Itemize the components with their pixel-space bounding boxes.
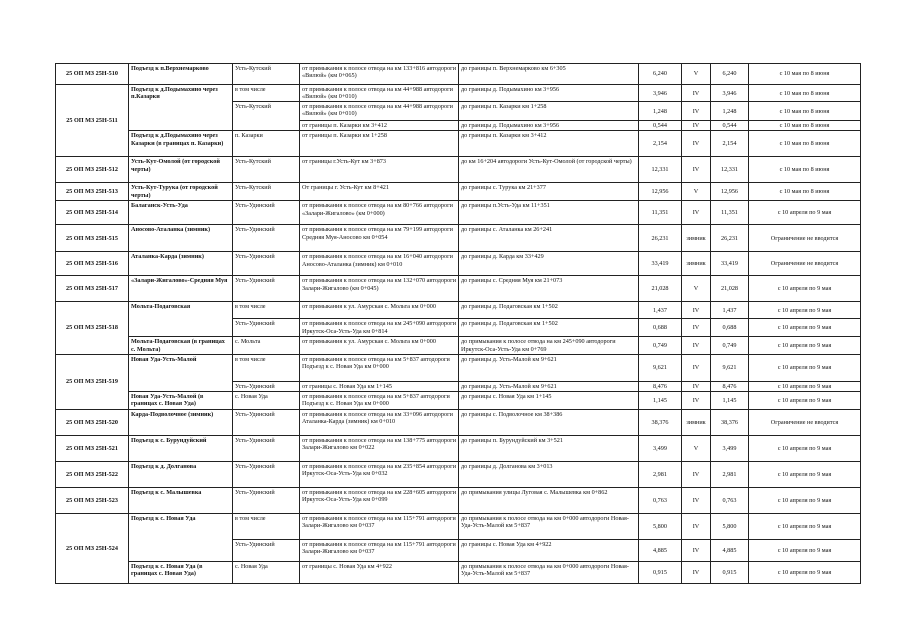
- cell-code: 25 ОП МЗ 25Н-515: [56, 225, 129, 252]
- cell-num: 0,544: [639, 121, 682, 131]
- cell-to: до границы д. Долганова км 3+013: [459, 461, 639, 487]
- cell-code: 25 ОП МЗ 25Н-524: [56, 513, 129, 583]
- cell-period: с 10 мая по 8 июня: [749, 102, 861, 121]
- cell-cat: IV: [682, 131, 711, 157]
- cell-name: Аносово-Аталанка (зимник): [129, 225, 233, 252]
- cell-cat: IV: [682, 561, 711, 583]
- cell-num: 1,437: [639, 302, 682, 319]
- cell-name: Мольта-Подаговская: [129, 302, 233, 337]
- cell-district: Усть-Кутский: [233, 102, 300, 131]
- cell-len2: 2,154: [711, 131, 749, 157]
- cell-len2: 5,800: [711, 513, 749, 539]
- cell-to: до границы д. Подаговская км 1+502: [459, 302, 639, 319]
- cell-district: Усть-Удинский: [233, 201, 300, 225]
- table-row: [56, 183, 861, 201]
- table-row: [56, 302, 861, 319]
- cell-name: Подъезд к д.Подымахино через Казарки (в границах п. Казарки): [129, 131, 233, 157]
- cell-len2: 11,351: [711, 201, 749, 225]
- cell-to: до границы д. Подымахино км 3+956: [459, 85, 639, 102]
- cell-period: с 10 апреля по 9 мая: [749, 487, 861, 513]
- cell-district: с. Новая Уда: [233, 391, 300, 409]
- cell-len2: 0,763: [711, 487, 749, 513]
- cell-to: до границы д. Карда км 33+429: [459, 252, 639, 276]
- cell-from: от примыкания к полосе отвода на км 245+090 автодороги Иркутск-Оса-Усть-Уда км 0+814: [300, 319, 459, 337]
- cell-num: 0,763: [639, 487, 682, 513]
- cell-name: Усть-Кут-Турука (от городской черты): [129, 183, 233, 201]
- cell-cat: IV: [682, 391, 711, 409]
- road-restrictions-table: [55, 63, 861, 584]
- cell-name: «Залари-Жигалово»-Средняя Муя: [129, 276, 233, 302]
- cell-period: с 10 мая по 8 июня: [749, 157, 861, 183]
- cell-district: в том числе: [233, 354, 300, 381]
- cell-len2: 3,499: [711, 435, 749, 461]
- cell-len2: 0,749: [711, 337, 749, 354]
- cell-num: 3,499: [639, 435, 682, 461]
- table-row: [56, 201, 861, 225]
- cell-num: 9,621: [639, 354, 682, 381]
- cell-district: Усть-Кутский: [233, 64, 300, 85]
- cell-from: от границы с. Новая Уда км 1+145: [300, 381, 459, 391]
- cell-period: с 10 мая по 8 июня: [749, 85, 861, 102]
- cell-cat: V: [682, 435, 711, 461]
- table-body: [56, 64, 861, 584]
- cell-from: от примыкания к полосе отвода на км 228+605 автодороги Иркутск-Оса-Усть-Уда км 0+099: [300, 487, 459, 513]
- cell-district: в том числе: [233, 513, 300, 539]
- cell-period: с 10 апреля по 9 мая: [749, 354, 861, 381]
- table-row: [56, 131, 861, 157]
- cell-name: Подъезд к с. Бурундуйский: [129, 435, 233, 461]
- cell-from: от границы с. Новая Уда км 4+922: [300, 561, 459, 583]
- cell-num: 6,240: [639, 64, 682, 85]
- table-row: [56, 157, 861, 183]
- table-row: [56, 354, 861, 381]
- cell-num: 1,145: [639, 391, 682, 409]
- cell-to: до примыкания к полосе отвода на км 245+090 автодороги Иркутск-Оса-Усть-Уда км 0+769: [459, 337, 639, 354]
- table-row: [56, 461, 861, 487]
- cell-code: 25 ОП МЗ 25Н-521: [56, 435, 129, 461]
- cell-to: до границы п. Бурундуйский км 3+521: [459, 435, 639, 461]
- cell-code: 25 ОП МЗ 25Н-517: [56, 276, 129, 302]
- cell-period: с 10 мая по 8 июня: [749, 64, 861, 85]
- cell-period: с 10 мая по 8 июня: [749, 121, 861, 131]
- cell-period: с 10 апреля по 9 мая: [749, 539, 861, 561]
- cell-num: 2,981: [639, 461, 682, 487]
- cell-cat: IV: [682, 302, 711, 319]
- cell-name: Новая Уда-Усть-Малой (в границах с. Новая Уда): [129, 391, 233, 409]
- cell-to: до границы п. Верхнемарково км 6+305: [459, 64, 639, 85]
- cell-from: от примыкания к полосе отвода на км 33+096 автодороги Аталанка-Карда (зимник) км 0+010: [300, 409, 459, 435]
- cell-num: 33,419: [639, 252, 682, 276]
- cell-to: до примыкания к полосе отвода на км 0+000 автодороги Новая-Уда-Усть-Малой км 5+837: [459, 561, 639, 583]
- table-row: [56, 64, 861, 85]
- cell-name: Новая Уда-Усть-Малой: [129, 354, 233, 391]
- cell-from: от примыкания к полосе отвода на км 80+766 автодороги «Залари-Жигалово» (км 0+000): [300, 201, 459, 225]
- cell-code: 25 ОП МЗ 25Н-522: [56, 461, 129, 487]
- cell-district: Усть-Кутский: [233, 157, 300, 183]
- cell-to: до границы с. Новая Уда км 1+145: [459, 391, 639, 409]
- table-row: [56, 513, 861, 539]
- cell-cat: IV: [682, 381, 711, 391]
- cell-cat: IV: [682, 461, 711, 487]
- cell-len2: 9,621: [711, 354, 749, 381]
- cell-num: 0,749: [639, 337, 682, 354]
- cell-cat: зимник: [682, 252, 711, 276]
- cell-code: 25 ОП МЗ 25Н-523: [56, 487, 129, 513]
- cell-len2: 26,231: [711, 225, 749, 252]
- cell-to: до границы д. Подымахино км 3+956: [459, 121, 639, 131]
- cell-name: Аталанка-Карда (зимник): [129, 252, 233, 276]
- cell-period: с 10 апреля по 9 мая: [749, 391, 861, 409]
- cell-len2: 12,956: [711, 183, 749, 201]
- cell-from: от примыкания к полосе отвода на км 44+988 автодороги «Вилюй» (км 0+010): [300, 85, 459, 102]
- cell-cat: IV: [682, 487, 711, 513]
- cell-district: Усть-Удинский: [233, 381, 300, 391]
- cell-to: до границы д. Усть-Малой км 9+621: [459, 354, 639, 381]
- cell-cat: зимник: [682, 409, 711, 435]
- cell-district: Усть-Удинский: [233, 487, 300, 513]
- cell-name: Карда-Подволочное (зимник): [129, 409, 233, 435]
- cell-to: до границы с. Новая Уда км 4+922: [459, 539, 639, 561]
- cell-from: от примыкания к полосе отвода на км 16+040 автодороги Аносово-Аталанка (зимник) км 0+010: [300, 252, 459, 276]
- cell-to: до границы с. Подволочное км 38+386: [459, 409, 639, 435]
- cell-num: 0,688: [639, 319, 682, 337]
- cell-from: от примыкания к полосе отвода на км 115+791 автодороги Залари-Жигалово км 0+037: [300, 513, 459, 539]
- cell-district: Усть-Кутский: [233, 183, 300, 201]
- cell-cat: IV: [682, 201, 711, 225]
- cell-cat: V: [682, 276, 711, 302]
- cell-from: от границы г.Усть-Кут км 3+873: [300, 157, 459, 183]
- cell-len2: 33,419: [711, 252, 749, 276]
- cell-to: до примыкания улицы Луговая с. Малышевка км 0+862: [459, 487, 639, 513]
- cell-cat: IV: [682, 121, 711, 131]
- cell-district: Усть-Удинский: [233, 225, 300, 252]
- cell-from: от примыкания к полосе отвода на км 79+199 автодороги Средняя Муя-Аносово км 0+054: [300, 225, 459, 252]
- cell-code: 25 ОП МЗ 25Н-518: [56, 302, 129, 354]
- cell-code: 25 ОП МЗ 25Н-519: [56, 354, 129, 409]
- cell-period: с 10 апреля по 9 мая: [749, 302, 861, 319]
- cell-code: 25 ОП МЗ 25Н-512: [56, 157, 129, 183]
- cell-name: Балаганск-Усть-Уда: [129, 201, 233, 225]
- cell-len2: 0,544: [711, 121, 749, 131]
- cell-district: Усть-Удинский: [233, 409, 300, 435]
- cell-cat: IV: [682, 513, 711, 539]
- cell-cat: IV: [682, 102, 711, 121]
- cell-code: 25 ОП МЗ 25Н-513: [56, 183, 129, 201]
- cell-num: 21,028: [639, 276, 682, 302]
- cell-from: от примыкания к ул. Амурская с. Мольта км 0+000: [300, 302, 459, 319]
- cell-len2: 0,688: [711, 319, 749, 337]
- cell-cat: IV: [682, 354, 711, 381]
- cell-period: с 10 апреля по 9 мая: [749, 461, 861, 487]
- cell-name: Подъезд к с. Новая Уда (в границах с. Новая Уда): [129, 561, 233, 583]
- cell-len2: 3,946: [711, 85, 749, 102]
- table-row: [56, 561, 861, 583]
- cell-name: Мольта-Подаговская (в границах с. Мольта): [129, 337, 233, 354]
- cell-from: от границы п. Казарки км 3+412: [300, 121, 459, 131]
- table-row: [56, 435, 861, 461]
- cell-period: с 10 апреля по 9 мая: [749, 319, 861, 337]
- table-row: [56, 85, 861, 102]
- cell-num: 11,351: [639, 201, 682, 225]
- cell-cat: IV: [682, 157, 711, 183]
- cell-from: От границы г. Усть-Кут км 8+421: [300, 183, 459, 201]
- table-row: [56, 409, 861, 435]
- cell-from: от примыкания к ул. Амурская с. Мольта км 0+000: [300, 337, 459, 354]
- cell-from: от примыкания к полосе отвода на км 132+070 автодороги Залари-Жигалово (км 0+045): [300, 276, 459, 302]
- cell-period: Ограничение не вводится: [749, 409, 861, 435]
- cell-cat: IV: [682, 337, 711, 354]
- cell-period: с 10 мая по 8 июня: [749, 131, 861, 157]
- cell-name: Подъезд к д. Долганова: [129, 461, 233, 487]
- cell-to: до границы с. Аталанка км 26+241: [459, 225, 639, 252]
- table-row: [56, 225, 861, 252]
- cell-district: в том числе: [233, 85, 300, 102]
- cell-district: с. Мольта: [233, 337, 300, 354]
- cell-to: до границы п. Казарки км 1+258: [459, 102, 639, 121]
- cell-code: 25 ОП МЗ 25Н-516: [56, 252, 129, 276]
- cell-num: 2,154: [639, 131, 682, 157]
- cell-period: с 10 апреля по 9 мая: [749, 561, 861, 583]
- cell-num: 4,885: [639, 539, 682, 561]
- cell-district: Усть-Удинский: [233, 276, 300, 302]
- cell-district: с. Новая Уда: [233, 561, 300, 583]
- cell-num: 12,331: [639, 157, 682, 183]
- cell-to: до границы п.Усть-Уда км 11+351: [459, 201, 639, 225]
- cell-code: 25 ОП МЗ 25Н-520: [56, 409, 129, 435]
- cell-num: 1,248: [639, 102, 682, 121]
- cell-period: с 10 апреля по 9 мая: [749, 381, 861, 391]
- cell-to: до км 16+204 автодороги Усть-Кут-Омолой (от городской черты): [459, 157, 639, 183]
- cell-to: до границы п. Казарки км 3+412: [459, 131, 639, 157]
- cell-len2: 8,476: [711, 381, 749, 391]
- cell-cat: V: [682, 183, 711, 201]
- cell-to: до границы д. Подаговская км 1+502: [459, 319, 639, 337]
- cell-to: до границы с. Средняя Муя км 21+073: [459, 276, 639, 302]
- cell-district: Усть-Удинский: [233, 319, 300, 337]
- cell-period: с 10 апреля по 9 мая: [749, 435, 861, 461]
- cell-period: с 10 апреля по 9 мая: [749, 513, 861, 539]
- cell-period: Ограничение не вводится: [749, 225, 861, 252]
- cell-to: до границы с. Турука км 21+377: [459, 183, 639, 201]
- cell-district: п. Казарки: [233, 131, 300, 157]
- cell-period: Ограничение не вводится: [749, 252, 861, 276]
- cell-district: в том числе: [233, 302, 300, 319]
- cell-num: 5,800: [639, 513, 682, 539]
- cell-from: от примыкания к полосе отвода на км 133+816 автодороги «Вилюй» (км 0+065): [300, 64, 459, 85]
- cell-from: от примыкания к полосе отвода на км 5+837 автодороги Подъезд к с. Новая Уда км 0+000: [300, 391, 459, 409]
- cell-len2: 1,248: [711, 102, 749, 121]
- cell-code: 25 ОП МЗ 25Н-514: [56, 201, 129, 225]
- cell-num: 26,231: [639, 225, 682, 252]
- table-row: [56, 487, 861, 513]
- table-row: [56, 337, 861, 354]
- cell-num: 3,946: [639, 85, 682, 102]
- cell-to: до примыкания к полосе отвода на км 0+000 автодороги Новая-Уда-Усть-Малой км 5+837: [459, 513, 639, 539]
- cell-cat: зимник: [682, 225, 711, 252]
- table-row: [56, 276, 861, 302]
- cell-period: с 10 апреля по 9 мая: [749, 201, 861, 225]
- cell-name: Подъезд к п.Верхнемарково: [129, 64, 233, 85]
- cell-len2: 0,915: [711, 561, 749, 583]
- cell-district: Усть-Удинский: [233, 435, 300, 461]
- cell-num: 12,956: [639, 183, 682, 201]
- cell-num: 38,376: [639, 409, 682, 435]
- cell-code: 25 ОП МЗ 25Н-511: [56, 85, 129, 157]
- cell-cat: IV: [682, 539, 711, 561]
- cell-from: от границы п. Казарки км 1+258: [300, 131, 459, 157]
- cell-len2: 38,376: [711, 409, 749, 435]
- cell-name: Подъезд к д.Подымахино через п.Казарки: [129, 85, 233, 131]
- cell-len2: 12,331: [711, 157, 749, 183]
- cell-from: от примыкания к полосе отвода на км 5+837 автодороги Подъезд к с. Новая Уда км 0+000: [300, 354, 459, 381]
- cell-name: Подъезд к с. Малышевка: [129, 487, 233, 513]
- cell-num: 8,476: [639, 381, 682, 391]
- cell-num: 0,915: [639, 561, 682, 583]
- cell-len2: 6,240: [711, 64, 749, 85]
- cell-from: от примыкания к полосе отвода на км 235+854 автодороги Иркутск-Оса-Усть-Уда км 0+032: [300, 461, 459, 487]
- cell-from: от примыкания к полосе отвода на км 138+775 автодороги Залари-Жигалово км 0+022: [300, 435, 459, 461]
- cell-len2: 2,981: [711, 461, 749, 487]
- cell-code: 25 ОП МЗ 25Н-510: [56, 64, 129, 85]
- cell-len2: 1,437: [711, 302, 749, 319]
- cell-district: Усть-Удинский: [233, 539, 300, 561]
- cell-len2: 1,145: [711, 391, 749, 409]
- cell-period: с 10 мая по 8 июня: [749, 183, 861, 201]
- cell-len2: 4,885: [711, 539, 749, 561]
- cell-cat: V: [682, 64, 711, 85]
- cell-name: Усть-Кут-Омолой (от городской черты): [129, 157, 233, 183]
- cell-district: Усть-Удинский: [233, 461, 300, 487]
- cell-from: от примыкания к полосе отвода на км 44+988 автодороги «Вилюй» (км 0+010): [300, 102, 459, 121]
- cell-period: с 10 апреля по 9 мая: [749, 276, 861, 302]
- table-row: [56, 391, 861, 409]
- cell-cat: IV: [682, 85, 711, 102]
- cell-cat: IV: [682, 319, 711, 337]
- cell-from: от примыкания к полосе отвода на км 115+791 автодороги Залари-Жигалово км 0+037: [300, 539, 459, 561]
- cell-district: Усть-Удинский: [233, 252, 300, 276]
- table-row: [56, 252, 861, 276]
- cell-to: до границы д. Усть-Малой км 9+621: [459, 381, 639, 391]
- cell-period: с 10 апреля по 9 мая: [749, 337, 861, 354]
- cell-name: Подъезд к с. Новая Уда: [129, 513, 233, 561]
- cell-len2: 21,028: [711, 276, 749, 302]
